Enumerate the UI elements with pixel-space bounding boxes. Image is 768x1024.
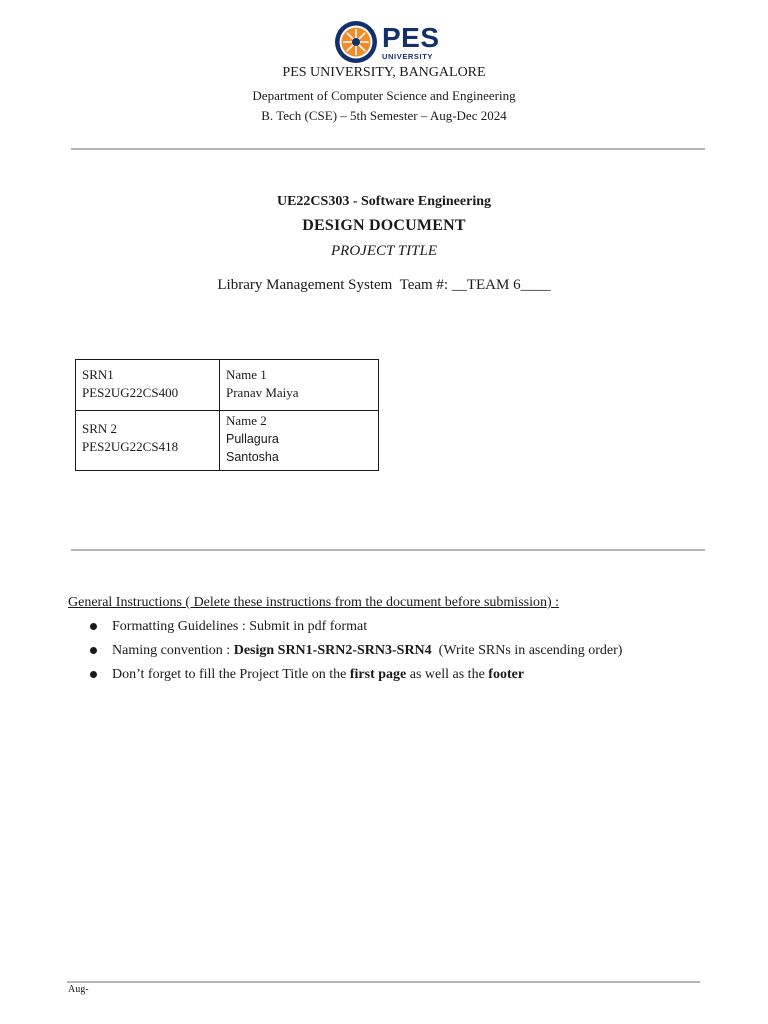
- srn-cell: [76, 360, 220, 411]
- bullet-icon: [90, 671, 97, 678]
- divider-middle: [71, 549, 705, 551]
- logo-subtitle: UNIVERSITY: [382, 51, 434, 61]
- logo-wordmark: PES: [382, 21, 440, 53]
- srn-label: SRN1: [82, 367, 114, 382]
- name-cell: [220, 411, 379, 471]
- name-label: Name 1: [226, 367, 267, 382]
- bullet-icon: [90, 647, 97, 654]
- document-title: DESIGN DOCUMENT: [302, 217, 466, 234]
- project-title-label: PROJECT TITLE: [331, 243, 437, 259]
- srn-label: SRN 2: [82, 421, 118, 436]
- name-value: Pullagura: [226, 432, 279, 446]
- divider-top: [71, 148, 705, 150]
- instructions-list: [68, 616, 622, 688]
- bullet-icon: [90, 623, 97, 630]
- instruction-text: Formatting Guidelines : Submit in pdf format: [112, 619, 368, 634]
- name-cell: [220, 360, 379, 411]
- srn-value: PES2UG22CS400: [82, 385, 179, 400]
- table-row: [76, 411, 379, 471]
- instruction-item: [68, 664, 622, 688]
- instruction-text: first page: [349, 667, 407, 682]
- srn-value: PES2UG22CS418: [82, 439, 179, 454]
- footer-text: Aug-: [68, 984, 89, 995]
- instruction-text: (Write SRNs in ascending order): [431, 643, 623, 658]
- table-row: [76, 360, 379, 411]
- instruction-item: [68, 640, 622, 664]
- instruction-item: [68, 616, 622, 640]
- course-title: UE22CS303 - Software Engineering: [276, 194, 492, 209]
- instruction-text: as well as the: [406, 667, 489, 682]
- name-value-line2: Santosha: [226, 450, 279, 464]
- university-name: PES UNIVERSITY, BANGALORE: [282, 65, 486, 80]
- team-members-table: [75, 359, 379, 471]
- pes-emblem-icon: [334, 20, 378, 64]
- instruction-text: footer: [488, 667, 525, 682]
- instruction-text: Don’t forget to fill the Project Title on the: [112, 667, 350, 682]
- instruction-text: Naming convention :: [112, 643, 234, 658]
- pes-university-logo: [334, 16, 440, 68]
- name-label: Name 2: [226, 413, 267, 428]
- instructions-heading: General Instructions ( Delete these instructions from the document before submission) :: [68, 595, 560, 610]
- srn-cell: [76, 411, 220, 471]
- name-value: Pranav Maiya: [226, 385, 299, 400]
- footer-divider: [67, 981, 700, 983]
- project-team-line: Library Management System Team #: __TEAM 6____: [217, 277, 551, 293]
- instruction-text: Design SRN1-SRN2-SRN3-SRN4: [233, 643, 432, 658]
- program-line: B. Tech (CSE) – 5th Semester – Aug-Dec 2024: [261, 108, 507, 123]
- department-name: Department of Computer Science and Engineering: [252, 88, 516, 103]
